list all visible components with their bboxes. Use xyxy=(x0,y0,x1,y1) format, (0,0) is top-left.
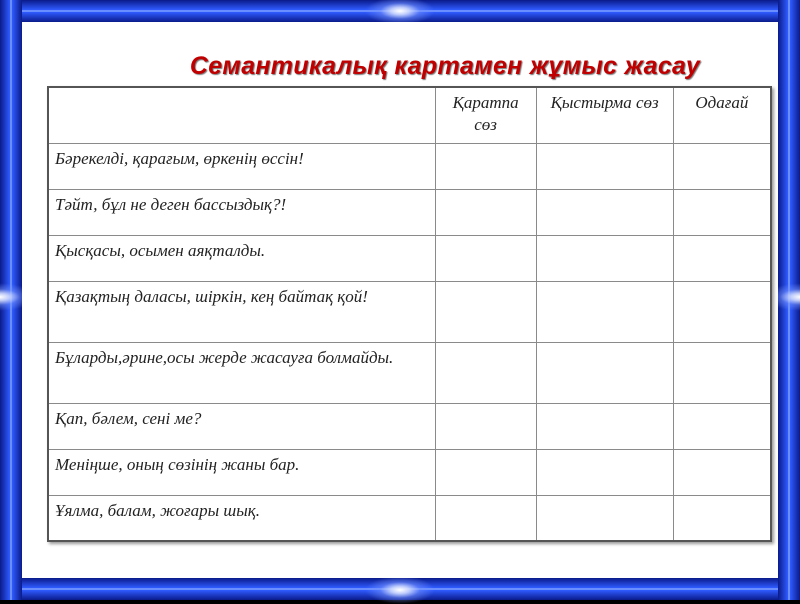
header-cell-empty xyxy=(48,87,435,143)
answer-cell[interactable] xyxy=(536,403,673,449)
sentence-cell: Тәйт, бұл не деген бассыздық?! xyxy=(48,189,435,235)
answer-cell[interactable] xyxy=(673,281,771,342)
table-row xyxy=(48,143,771,189)
table-row xyxy=(48,281,771,342)
sentence-cell: Қазақтың даласы, шіркін, кең байтақ қой! xyxy=(48,281,435,342)
answer-cell[interactable] xyxy=(536,495,673,541)
answer-cell[interactable] xyxy=(536,449,673,495)
answer-cell[interactable] xyxy=(435,342,536,403)
answer-cell[interactable] xyxy=(435,143,536,189)
table-row xyxy=(48,495,771,541)
answer-cell[interactable] xyxy=(673,495,771,541)
answer-cell[interactable] xyxy=(435,235,536,281)
header-cell-parenthetical-word: Қыстырма сөз xyxy=(536,87,673,143)
sentence-cell: Қысқасы, осымен аяқталды. xyxy=(48,235,435,281)
answer-cell[interactable] xyxy=(673,235,771,281)
sentence-cell: Бәрекелді, қарағым, өркенің өссін! xyxy=(48,143,435,189)
header-cell-interjection: Одағай xyxy=(673,87,771,143)
sentence-cell: Қап, бәлем, сені ме? xyxy=(48,403,435,449)
sentence-cell: Меніңше, оның сөзінің жаны бар. xyxy=(48,449,435,495)
answer-cell[interactable] xyxy=(435,403,536,449)
answer-cell[interactable] xyxy=(435,189,536,235)
answer-cell[interactable] xyxy=(673,189,771,235)
answer-cell[interactable] xyxy=(673,449,771,495)
table-row xyxy=(48,235,771,281)
table-row xyxy=(48,403,771,449)
semantic-map-table xyxy=(47,86,772,542)
header-cell-address-word: Қаратпа сөз xyxy=(435,87,536,143)
sentence-cell: Бұларды,әрине,осы жерде жасауға болмайды. xyxy=(48,342,435,403)
answer-cell[interactable] xyxy=(536,342,673,403)
table-row xyxy=(48,342,771,403)
answer-cell[interactable] xyxy=(673,342,771,403)
slide-canvas xyxy=(22,22,778,578)
slide-title: Семантикалық картамен жұмыс жасау xyxy=(189,52,701,80)
table-row xyxy=(48,189,771,235)
answer-cell[interactable] xyxy=(435,449,536,495)
answer-cell[interactable] xyxy=(536,281,673,342)
table-header-row xyxy=(48,87,771,143)
answer-cell[interactable] xyxy=(435,281,536,342)
answer-cell[interactable] xyxy=(673,403,771,449)
answer-cell[interactable] xyxy=(536,189,673,235)
answer-cell[interactable] xyxy=(536,143,673,189)
sentence-cell: Ұялма, балам, жоғары шық. xyxy=(48,495,435,541)
table-row xyxy=(48,449,771,495)
answer-cell[interactable] xyxy=(435,495,536,541)
answer-cell[interactable] xyxy=(536,235,673,281)
answer-cell[interactable] xyxy=(673,143,771,189)
